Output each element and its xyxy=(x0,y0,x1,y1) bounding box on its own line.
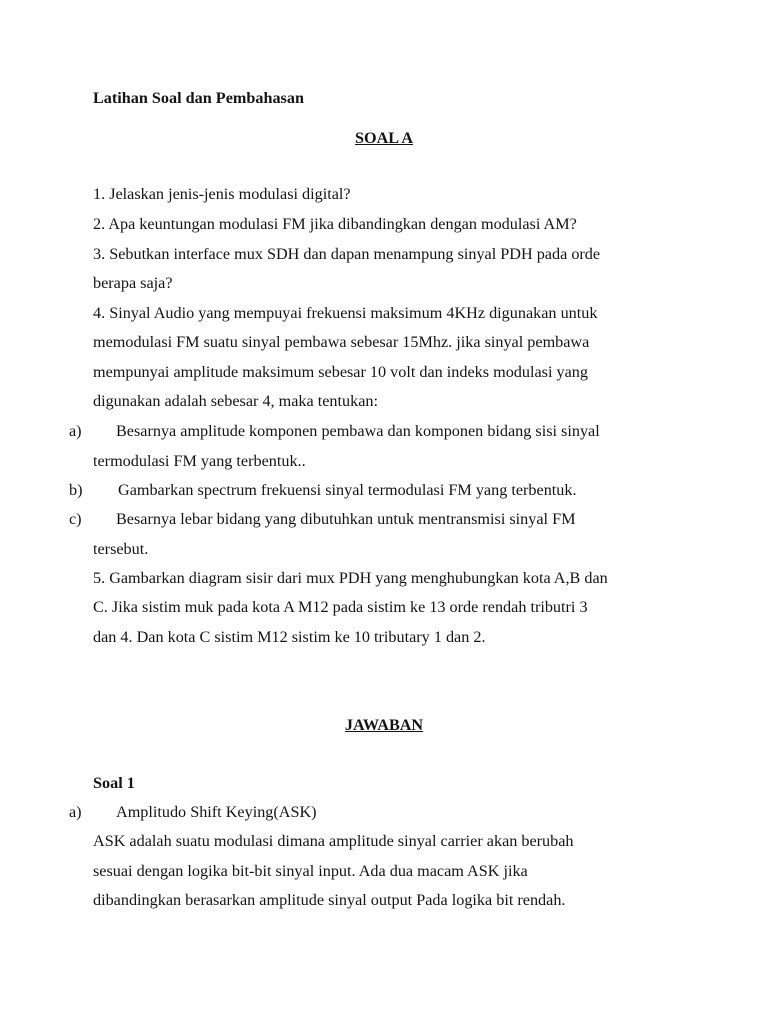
answer-1a-marker: a) xyxy=(69,803,82,821)
question-5-line-1: 5. Gambarkan diagram sisir dari mux PDH yang menghubungkan kota A,B dan xyxy=(93,569,608,587)
answer-1-heading: Soal 1 xyxy=(93,774,135,792)
question-5-line-2: C. Jika sistim muk pada kota A M12 pada sistim ke 13 orde rendah tributri 3 xyxy=(93,598,588,616)
question-2: 2. Apa keuntungan modulasi FM jika dibandingkan dengan modulasi AM? xyxy=(93,215,577,233)
question-4a-marker: a) xyxy=(69,422,82,440)
question-1: 1. Jelaskan jenis-jenis modulasi digital? xyxy=(93,185,351,203)
question-4c-line-2: tersebut. xyxy=(93,540,149,558)
question-4b-line-1: Gambarkan spectrum frekuensi sinyal termodulasi FM yang terbentuk. xyxy=(118,481,577,499)
answers-heading-text: JAWABAN xyxy=(344,716,424,734)
question-4a-line-2: termodulasi FM yang terbentuk.. xyxy=(93,452,306,470)
question-4c-line-1: Besarnya lebar bidang yang dibutuhkan untuk mentransmisi sinyal FM xyxy=(116,510,576,528)
question-4-line-1: 4. Sinyal Audio yang mempuyai frekuensi maksimum 4KHz digunakan untuk xyxy=(93,304,598,322)
question-4-line-3: mempunyai amplitude maksimum sebesar 10 volt dan indeks modulasi yang xyxy=(93,363,588,381)
answer-1-line-1: ASK adalah suatu modulasi dimana amplitude sinyal carrier akan berubah xyxy=(93,832,574,850)
document-title: Latihan Soal dan Pembahasan xyxy=(93,89,304,107)
answer-1-line-3: dibandingkan berasarkan amplitude sinyal output Pada logika bit rendah. xyxy=(93,891,566,909)
question-4c-marker: c) xyxy=(69,510,82,528)
question-3-line-2: berapa saja? xyxy=(93,274,173,292)
question-5-line-3: dan 4. Dan kota C sistim M12 sistim ke 10 tributary 1 dan 2. xyxy=(93,628,486,646)
question-3-line-1: 3. Sebutkan interface mux SDH dan dapan menampung sinyal PDH pada orde xyxy=(93,245,601,263)
question-4b-marker: b) xyxy=(69,481,83,499)
answer-1a-title: Amplitudo Shift Keying(ASK) xyxy=(116,803,317,821)
question-4-line-4: digunakan adalah sebesar 4, maka tentukan: xyxy=(93,392,378,410)
answers-heading xyxy=(0,715,768,735)
question-4a-line-1: Besarnya amplitude komponen pembawa dan komponen bidang sisi sinyal xyxy=(116,422,600,440)
section-a-heading-text: SOAL A xyxy=(354,129,414,147)
section-a-heading xyxy=(0,128,768,148)
answer-1-line-2: sesuai dengan logika bit-bit sinyal input. Ada dua macam ASK jika xyxy=(93,862,528,880)
question-4-line-2: memodulasi FM suatu sinyal pembawa sebesar 15Mhz. jika sinyal pembawa xyxy=(93,333,590,351)
